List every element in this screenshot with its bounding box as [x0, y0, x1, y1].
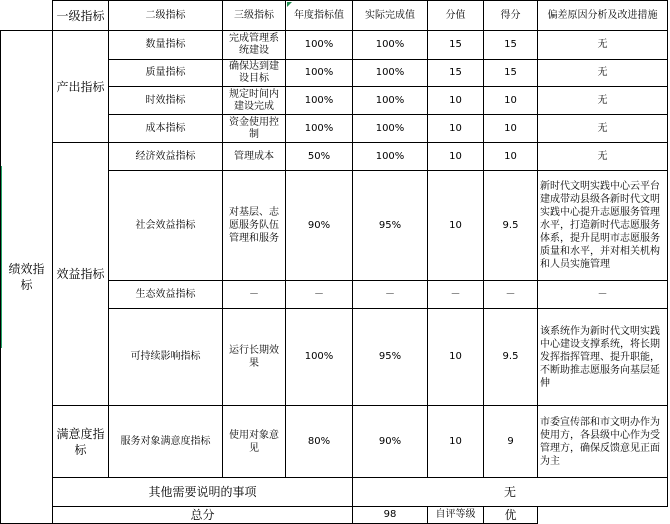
actual-cell[interactable]: 100% [353, 60, 428, 87]
level2-cell[interactable]: 可持续影响指标 [109, 309, 223, 406]
score-value-cell[interactable]: 10 [428, 406, 484, 478]
header-level3[interactable]: 三级指标 [223, 1, 286, 31]
table-row [1, 31, 668, 60]
target-cell[interactable]: 100% [286, 31, 353, 60]
analysis-cell[interactable]: 无 [538, 87, 668, 115]
score-cell[interactable]: 9.5 [484, 171, 538, 281]
score-cell[interactable]: 15 [484, 60, 538, 87]
level2-cell[interactable]: 成本指标 [109, 115, 223, 143]
score-value-cell[interactable]: 10 [428, 115, 484, 143]
table-row [1, 406, 668, 478]
total-value[interactable]: 98 [353, 507, 428, 524]
level3-cell[interactable]: 资金使用控制 [223, 115, 286, 143]
level3-cell[interactable]: 管理成本 [223, 143, 286, 171]
score-value-cell[interactable]: 10 [428, 143, 484, 171]
total-row [1, 507, 668, 524]
actual-cell[interactable]: 95% [353, 309, 428, 406]
header-level1[interactable]: 一级指标 [53, 1, 109, 31]
other-notes-row [1, 478, 668, 507]
score-value-cell[interactable]: 15 [428, 60, 484, 87]
header-score-value[interactable]: 分值 [428, 1, 484, 31]
cell-comment-marker [287, 2, 292, 7]
analysis-cell[interactable]: 无 [538, 31, 668, 60]
target-cell[interactable]: 50% [286, 143, 353, 171]
score-cell[interactable]: 10 [484, 87, 538, 115]
score-cell[interactable]: － [484, 281, 538, 309]
blank-corner-cell[interactable] [1, 1, 53, 31]
score-cell[interactable]: 9 [484, 406, 538, 478]
other-label[interactable]: 其他需要说明的事项 [53, 478, 353, 507]
score-value-cell[interactable]: 10 [428, 309, 484, 406]
level3-cell[interactable]: － [223, 281, 286, 309]
actual-cell[interactable]: 100% [353, 115, 428, 143]
target-cell[interactable]: 100% [286, 115, 353, 143]
target-cell[interactable]: 80% [286, 406, 353, 478]
level2-cell[interactable]: 服务对象满意度指标 [109, 406, 223, 478]
level2-cell[interactable]: 质量指标 [109, 60, 223, 87]
score-value-cell[interactable]: － [428, 281, 484, 309]
analysis-cell[interactable]: － [538, 281, 668, 309]
score-value-cell[interactable]: 15 [428, 31, 484, 60]
header-row [1, 1, 668, 31]
level2-cell[interactable]: 社会效益指标 [109, 171, 223, 281]
score-cell[interactable]: 10 [484, 115, 538, 143]
analysis-cell[interactable]: 新时代文明实践中心云平台建成带动县级各新时代文明实践中心提升志愿服务管理水平，打造新时代志愿服务体系，提升昆明市志愿服务质量和水平，并对相关机构和人员实施管理 [538, 171, 668, 281]
top-category-cell[interactable]: 绩效指标 [1, 31, 53, 524]
analysis-cell[interactable]: 市委宣传部和市文明办作为使用方，各县级中心作为受管理方，确保反馈意见正面为主 [538, 406, 668, 478]
analysis-cell[interactable]: 无 [538, 143, 668, 171]
score-cell[interactable]: 15 [484, 31, 538, 60]
level3-cell[interactable]: 规定时间内建设完成 [223, 87, 286, 115]
level2-cell[interactable]: 数量指标 [109, 31, 223, 60]
target-cell[interactable]: 100% [286, 60, 353, 87]
actual-cell[interactable]: 95% [353, 171, 428, 281]
level2-cell[interactable]: 时效指标 [109, 87, 223, 115]
actual-cell[interactable]: 100% [353, 87, 428, 115]
analysis-cell[interactable]: 无 [538, 115, 668, 143]
actual-cell[interactable]: 90% [353, 406, 428, 478]
header-analysis[interactable]: 偏差原因分析及改进措施 [538, 1, 668, 31]
analysis-cell[interactable]: 该系统作为新时代文明实践中心建设支撑系统，将长期发挥指挥管理、提升职能，不断助推志愿服务向基层延伸 [538, 309, 668, 406]
grade-value[interactable]: 优 [484, 507, 538, 524]
grade-label[interactable]: 自评等级 [428, 507, 484, 524]
group-output[interactable]: 产出指标 [53, 31, 109, 143]
level3-cell[interactable]: 对基层、志愿服务队伍管理和服务 [223, 171, 286, 281]
level3-cell[interactable]: 确保达到建设目标 [223, 60, 286, 87]
target-cell[interactable]: 100% [286, 309, 353, 406]
header-actual[interactable]: 实际完成值 [353, 1, 428, 31]
score-cell[interactable]: 10 [484, 143, 538, 171]
actual-cell[interactable]: 100% [353, 143, 428, 171]
analysis-cell[interactable]: 无 [538, 60, 668, 87]
level3-cell[interactable]: 完成管理系统建设 [223, 31, 286, 60]
header-target[interactable]: 年度指标值 [286, 1, 353, 31]
target-cell[interactable]: － [286, 281, 353, 309]
level2-cell[interactable]: 生态效益指标 [109, 281, 223, 309]
header-score[interactable]: 得分 [484, 1, 538, 31]
actual-cell[interactable]: － [353, 281, 428, 309]
group-benefit[interactable]: 效益指标 [53, 143, 109, 406]
level2-cell[interactable]: 经济效益指标 [109, 143, 223, 171]
header-level2[interactable]: 二级指标 [109, 1, 223, 31]
actual-cell[interactable]: 100% [353, 31, 428, 60]
score-value-cell[interactable]: 10 [428, 171, 484, 281]
table-row [1, 143, 668, 171]
total-label[interactable]: 总分 [53, 507, 353, 524]
other-value[interactable]: 无 [353, 478, 668, 507]
group-satisfaction[interactable]: 满意度指标 [53, 406, 109, 478]
score-value-cell[interactable]: 10 [428, 87, 484, 115]
target-cell[interactable]: 90% [286, 171, 353, 281]
target-cell[interactable]: 100% [286, 87, 353, 115]
score-cell[interactable]: 9.5 [484, 309, 538, 406]
level3-cell[interactable]: 运行长期效果 [223, 309, 286, 406]
level3-cell[interactable]: 使用对象意见 [223, 406, 286, 478]
